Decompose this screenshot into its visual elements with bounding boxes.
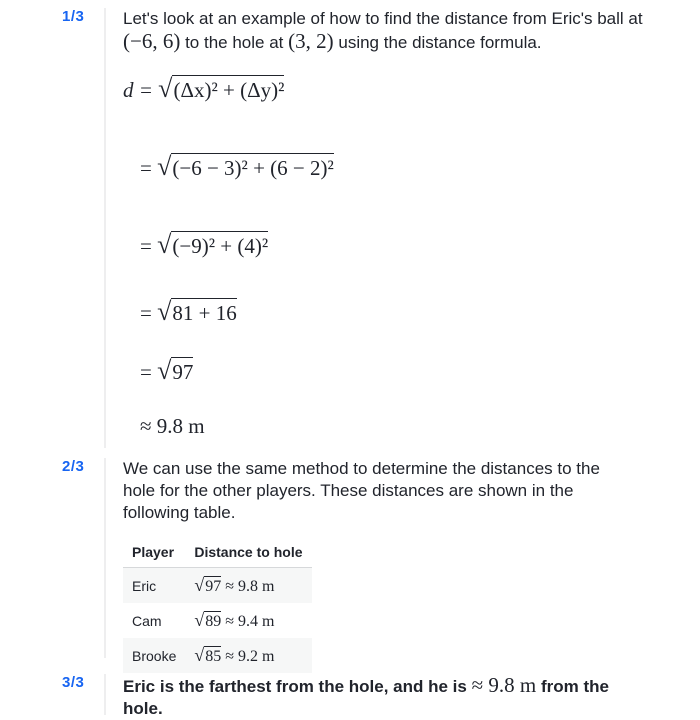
table-row xyxy=(123,568,312,604)
distance-cell: √85 ≈ 9.2 m xyxy=(185,638,311,673)
player-cell: Eric xyxy=(123,568,185,604)
step-rail xyxy=(104,674,106,715)
player-cell: Cam xyxy=(132,612,162,629)
player-cell: Brooke xyxy=(123,638,185,673)
step-1-intro: Let's look at an example of how to find the distance from Eric's ball at (−6, 6) to the hole at (3, 2) using the distance formula. xyxy=(123,9,643,53)
distance-table xyxy=(123,538,312,673)
radical-sign: √ xyxy=(157,297,172,326)
step-2 xyxy=(0,458,700,658)
step-1 xyxy=(0,8,700,448)
equation-line-1: d = √(Δx)² + (Δy)² xyxy=(123,74,285,103)
equation-line-6: ≈ 9.8 m xyxy=(140,414,205,438)
equation-line-3: = √(−9)² + (4)² xyxy=(140,230,269,259)
radical-sign: √ xyxy=(158,74,173,103)
radical-sign: √ xyxy=(157,356,172,385)
step-rail xyxy=(104,8,106,448)
distance-cell: √97 ≈ 9.8 m xyxy=(185,568,311,604)
table-header-distance: Distance to hole xyxy=(185,538,311,568)
step-number: 3/3 xyxy=(62,674,85,691)
step-2-text: We can use the same method to determine the distances to the hole for the other players. These distances are shown in the following table. xyxy=(123,459,600,522)
equation-line-5: = √97 xyxy=(140,356,194,385)
step-rail xyxy=(104,458,106,658)
step-number: 2/3 xyxy=(62,458,85,475)
table-row xyxy=(123,603,312,638)
radical-sign: √ xyxy=(157,230,172,259)
table-row xyxy=(123,638,312,673)
step-3-text: Eric is the farthest from the hole, and he is ≈ 9.8 m from the hole. xyxy=(123,673,609,718)
table-header-player: Player xyxy=(123,538,185,568)
equation-line-4: = √81 + 16 xyxy=(140,297,237,326)
equation-line-2: = √(−6 − 3)² + (6 − 2)² xyxy=(140,152,334,181)
step-3 xyxy=(0,673,700,718)
distance-cell: √89 ≈ 9.4 m xyxy=(194,610,275,630)
step-number: 1/3 xyxy=(62,8,85,25)
radical-sign: √ xyxy=(157,152,172,181)
